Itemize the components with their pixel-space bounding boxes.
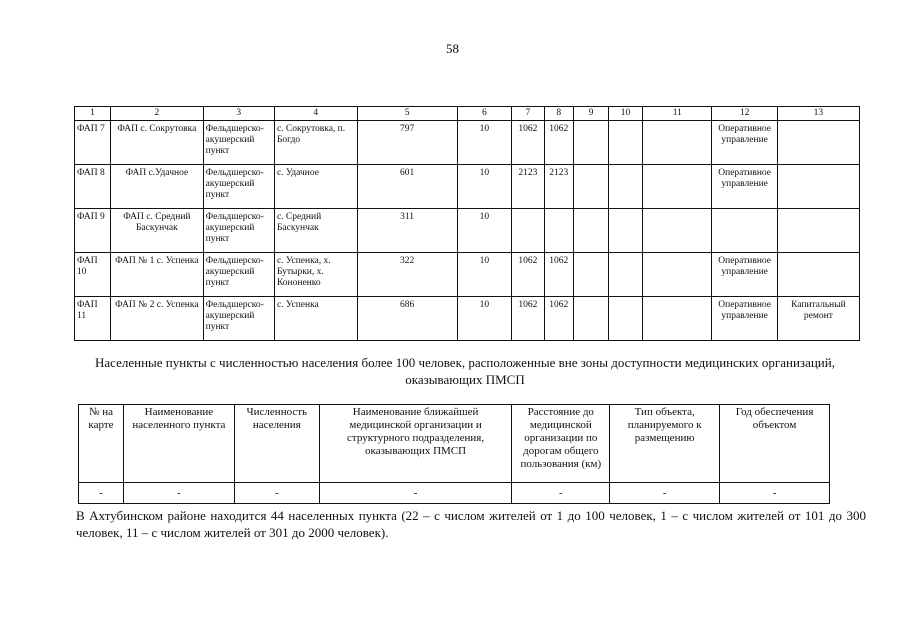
table-cell: 797 (357, 121, 457, 165)
table-cell: 311 (357, 209, 457, 253)
table-cell: 601 (357, 165, 457, 209)
table-cell (777, 209, 859, 253)
table-cell: 1062 (512, 297, 544, 341)
table-cell (544, 209, 574, 253)
table-cell (777, 165, 859, 209)
table-cell (574, 209, 609, 253)
table-cell (712, 209, 777, 253)
facilities-table (74, 106, 860, 341)
table-cell: 10 (457, 121, 512, 165)
table-cell (574, 121, 609, 165)
column-header: № на карте (79, 405, 124, 483)
table-header-row (75, 107, 860, 121)
table-cell: Фельдшерско-акушерский пункт (203, 209, 274, 253)
table-cell: ФАП 7 (75, 121, 111, 165)
table-cell (574, 165, 609, 209)
column-number: 6 (457, 107, 512, 121)
table-cell: - (234, 483, 319, 504)
table-header-row (79, 405, 830, 483)
table-cell: Оперативное управление (712, 121, 777, 165)
column-header: Численность населения (234, 405, 319, 483)
table-cell: ФАП № 1 с. Успенка (111, 253, 204, 297)
table-cell (608, 165, 642, 209)
column-number: 8 (544, 107, 574, 121)
table-cell: 2123 (544, 165, 574, 209)
column-number: 4 (274, 107, 357, 121)
column-number: 1 (75, 107, 111, 121)
table-cell: 1062 (544, 297, 574, 341)
table-cell: Фельдшерско-акушерский пункт (203, 253, 274, 297)
table-cell (777, 253, 859, 297)
table-row (75, 209, 860, 253)
table-cell: с. Успенка, х. Бутырки, х. Кононенко (274, 253, 357, 297)
footnote: В Ахтубинском районе находится 44 населенных пункта (22 – с числом жителей от 1 до 100 человек, 1 – с числом жителей от 101 до 300 человек, 11 – с числом жителей от 301 до 2000 человек). (76, 508, 866, 540)
table-cell (643, 253, 712, 297)
table-row (75, 297, 860, 341)
table-cell: с. Успенка (274, 297, 357, 341)
table-cell: Оперативное управление (712, 253, 777, 297)
table-cell (608, 121, 642, 165)
table-cell: ФАП 10 (75, 253, 111, 297)
table-cell: 10 (457, 165, 512, 209)
table-cell: 1062 (512, 121, 544, 165)
column-number: 10 (608, 107, 642, 121)
column-number: 2 (111, 107, 204, 121)
table-cell: с. Удачное (274, 165, 357, 209)
table-cell: 686 (357, 297, 457, 341)
table-cell: с. Средний Баскунчак (274, 209, 357, 253)
table-cell: 322 (357, 253, 457, 297)
table-cell: Фельдшерско-акушерский пункт (203, 165, 274, 209)
column-header: Год обеспечения объектом (720, 405, 830, 483)
column-number: 9 (574, 107, 609, 121)
table-cell: 10 (457, 253, 512, 297)
table-cell (643, 209, 712, 253)
table-cell: 1062 (544, 253, 574, 297)
table-cell: - (123, 483, 234, 504)
table-cell (608, 297, 642, 341)
column-number: 13 (777, 107, 859, 121)
table-row (75, 165, 860, 209)
table-cell: ФАП 8 (75, 165, 111, 209)
table-cell: 1062 (512, 253, 544, 297)
column-header: Наименование ближайшей медицинской организации и структурного подразделения, оказывающих ПМСП (319, 405, 512, 483)
table-cell (643, 165, 712, 209)
table-cell: ФАП 11 (75, 297, 111, 341)
table-cell: - (512, 483, 610, 504)
table-cell: Оперативное управление (712, 165, 777, 209)
table-cell: ФАП 9 (75, 209, 111, 253)
table-cell (643, 121, 712, 165)
table-cell: - (319, 483, 512, 504)
table-cell (608, 209, 642, 253)
column-header: Расстояние до медицинской организации по дорогам общего пользования (км) (512, 405, 610, 483)
table-cell: - (720, 483, 830, 504)
table-cell (574, 253, 609, 297)
table-cell: 1062 (544, 121, 574, 165)
column-number: 3 (203, 107, 274, 121)
column-number: 12 (712, 107, 777, 121)
table-cell (574, 297, 609, 341)
table-cell: 10 (457, 297, 512, 341)
table-cell: ФАП № 2 с. Успенка (111, 297, 204, 341)
table-cell (643, 297, 712, 341)
table-cell: - (79, 483, 124, 504)
table-row (75, 121, 860, 165)
table-cell: - (610, 483, 720, 504)
table-cell (512, 209, 544, 253)
column-header: Тип объекта, планируемого к размещению (610, 405, 720, 483)
table-cell: ФАП с. Сокрутовка (111, 121, 204, 165)
settlements-table (78, 404, 830, 504)
column-number: 7 (512, 107, 544, 121)
table-cell: ФАП с. Средний Баскунчак (111, 209, 204, 253)
table-cell: Фельдшерско-акушерский пункт (203, 121, 274, 165)
table-cell: 10 (457, 209, 512, 253)
table-row (75, 253, 860, 297)
column-number: 5 (357, 107, 457, 121)
table-cell: Фельдшерско-акушерский пункт (203, 297, 274, 341)
table-cell: с. Сокрутовка, п. Богдо (274, 121, 357, 165)
section-title: Населенные пункты с численностью населения более 100 человек, расположенные вне зоны доступности медицинских организаций, оказывающих ПМСП (95, 355, 835, 387)
table-cell (608, 253, 642, 297)
column-header: Наименование населенного пункта (123, 405, 234, 483)
table-cell (777, 121, 859, 165)
table-cell: Капитальный ремонт (777, 297, 859, 341)
page-number: 58 (446, 41, 459, 56)
column-number: 11 (643, 107, 712, 121)
table-row (79, 483, 830, 504)
table-cell: Оперативное управление (712, 297, 777, 341)
table-cell: 2123 (512, 165, 544, 209)
table-cell: ФАП с.Удачное (111, 165, 204, 209)
